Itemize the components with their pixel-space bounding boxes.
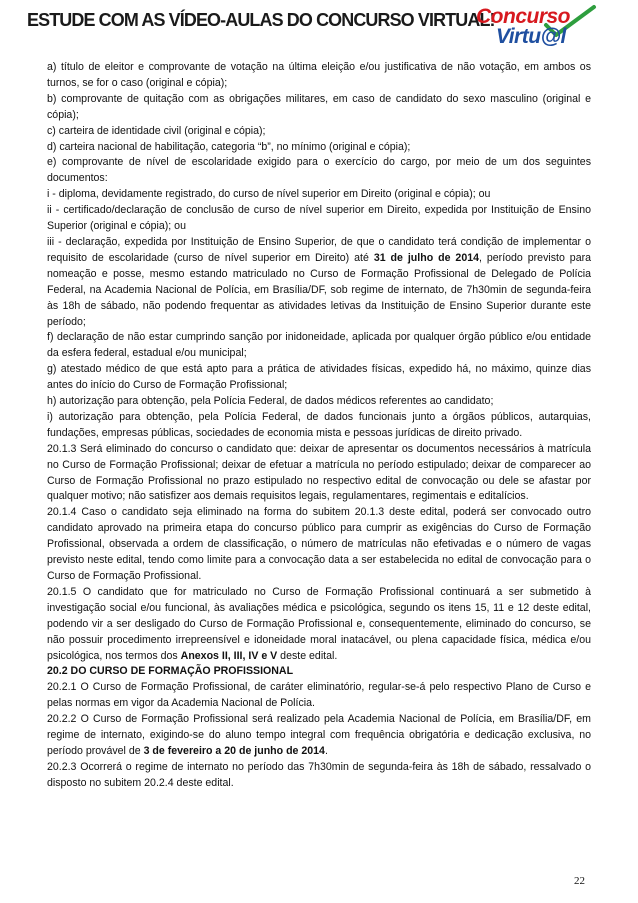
paragraph [47,124,591,140]
logo-text-line1: Concurso [476,5,571,28]
paragraph-text: g) atestado médico de que está apto para a prática de atividades físicas, expedido há, no máximo, quinze dias antes do início do Curso de Formação Profissional; [47,363,591,392]
paragraph-text: f) declaração de não estar cumprindo sanção por inidoneidade, aplicada por qualquer órgão público e/ou entidade da esfera federal, estadual e/ou municipal; [47,331,591,360]
paragraph [47,394,591,410]
paragraph [47,505,591,585]
paragraph [47,362,591,394]
paragraph-text: ii - certificado/declaração de conclusão de curso de nível superior em Direito, expedida por Instituição de Ensino Superior (original e cópia); ou [47,204,591,233]
paragraph-text: e) comprovante de nível de escolaridade exigido para o exercício do cargo, por meio de um dos seguintes documentos: [47,156,591,185]
paragraph [47,60,591,92]
paragraph-text: b) comprovante de quitação com as obrigações militares, em caso de candidato do sexo masculino (original e cópia); [47,92,591,121]
paragraph-text: i) autorização para obtenção, pela Polícia Federal, de dados funcionais junto a órgãos públicos, autarquias, fundações, empresas públicas, sociedades de economia mista e pessoas jurídicas de direito privado. [47,410,591,439]
emphasis-date: 31 de julho de 2014 [373,251,479,264]
paragraph-text: 20.2.2 O Curso de Formação Profissional será realizado pela Academia Nacional de Polícia, em Brasília/DF, em regime de internato, exigindo-se do aluno tempo integral com frequência obrigatória e dedicação exclusiva, no período provável de [47,713,591,757]
paragraph-text: c) carteira de identidade civil (original e cópia); [47,124,266,137]
paragraph-text: 20.2.3 Ocorrerá o regime de internato no período das 7h30min de segunda-feira às 18h de sábado, ressalvado o disposto no subitem 20.2.4 deste edital. [47,760,591,789]
page-header-title: ESTUDE COM AS VÍDEO-AULAS DO CONCURSO VIRTUAL! [27,9,495,30]
section-heading-text: 20.2 DO CURSO DE FORMAÇÃO PROFISSIONAL [47,665,294,678]
paragraph [47,680,591,712]
paragraph [47,712,591,760]
paragraph-text: 20.1.4 Caso o candidato seja eliminado na forma do subitem 20.1.3 deste edital, poderá ser convocado outro candidato aprovado na primeira etapa do concurso público para cumprir as exigências do Curso de Formação Profissional, observada a ordem de classificação, o número de matrículas não efetivadas e o número de vagas previsto neste edital, tendo como limite para a convocação data a ser estabelecida no edital de convocação para o Curso de Formação Profissional. [47,506,591,582]
paragraph-text: a) título de eleitor e comprovante de votação na última eleição e/ou justificativa de não votação, em ambos os turnos, se for o caso (original e cópia); [47,61,591,89]
paragraph [47,203,591,235]
paragraph [47,410,591,442]
paragraph-text: h) autorização para obtenção, pela Polícia Federal, de dados médicos referentes ao candidato; [47,395,494,408]
page-number: 22 [574,875,585,887]
paragraph-text: 20.1.3 Será eliminado do concurso o candidato que: deixar de apresentar os documentos necessários à matrícula no Curso de Formação Profissional; deixar de efetuar a matrícula no período estipulado; deixar de comparecer ao Curso de Formação Profissional no prazo estipulado no respectivo edital de convocação ou dele se afastar por qualquer motivo; não satisfizer aos demais requisitos legais, regulamentares, regimentais e editalícios. [47,442,591,503]
paragraph-text: . [324,744,328,757]
paragraph-text: , período previsto para nomeação e posse, mesmo estando matriculado no Curso de Formação Profissional de Delegado de Polícia Federal, na Academia Nacional de Polícia, em Brasília/DF, sob regime de internato, de 7h30min de segunda-feira às 18h de sábado, não podendo frequentar as atividades letivas da Instituição de Ensino Superior durante este período; [47,251,592,328]
emphasis-period: 3 de fevereiro a 20 de junho de 2014 [143,744,325,757]
paragraph [47,442,591,506]
paragraph [47,235,591,330]
paragraph [47,760,591,792]
paragraph-text: 20.2.1 O Curso de Formação Profissional, de caráter eliminatório, regular-se-á pelo respectivo Plano de Curso e pelas normas em vigor da Academia Nacional de Polícia. [47,681,591,710]
paragraph-text: 20.1.5 O candidato que for matriculado no Curso de Formação Profissional continuará a ser submetido à investigação social e/ou funcional, às avaliações médica e psicológica, segundo os itens 15, 11 e 12 deste edital, podendo vir a ser desligado do Curso de Formação Profissional e, consequentemente, eliminado do concurso, se não possuir procedimento irrepreensível e idoneidade moral inatacável, ou plena capacidade física, médica e/ou psicológica, nos termos dos [47,585,591,662]
paragraph-text: i - diploma, devidamente registrado, do curso de nível superior em Direito (original e cópia); ou [47,188,491,201]
section-heading [47,664,591,680]
paragraph [47,140,591,156]
document-body [47,60,591,792]
paragraph [47,92,591,124]
emphasis-annexes: Anexos II, III, IV e V [180,649,278,662]
paragraph-text: deste edital. [277,649,338,662]
concurso-virtual-logo [476,3,614,51]
paragraph [47,187,591,203]
paragraph-text: iii - declaração, expedida por Instituição de Ensino Superior, de que o candidato terá condição de implementar o requisito de escolaridade (curso de nível superior em Direito) até [47,235,591,264]
paragraph [47,330,591,362]
paragraph [47,585,591,665]
paragraph-text: d) carteira nacional de habilitação, categoria “b”, no mínimo (original e cópia); [47,140,411,153]
paragraph [47,155,591,187]
logo-text-line2: Virtu@l [496,25,566,48]
